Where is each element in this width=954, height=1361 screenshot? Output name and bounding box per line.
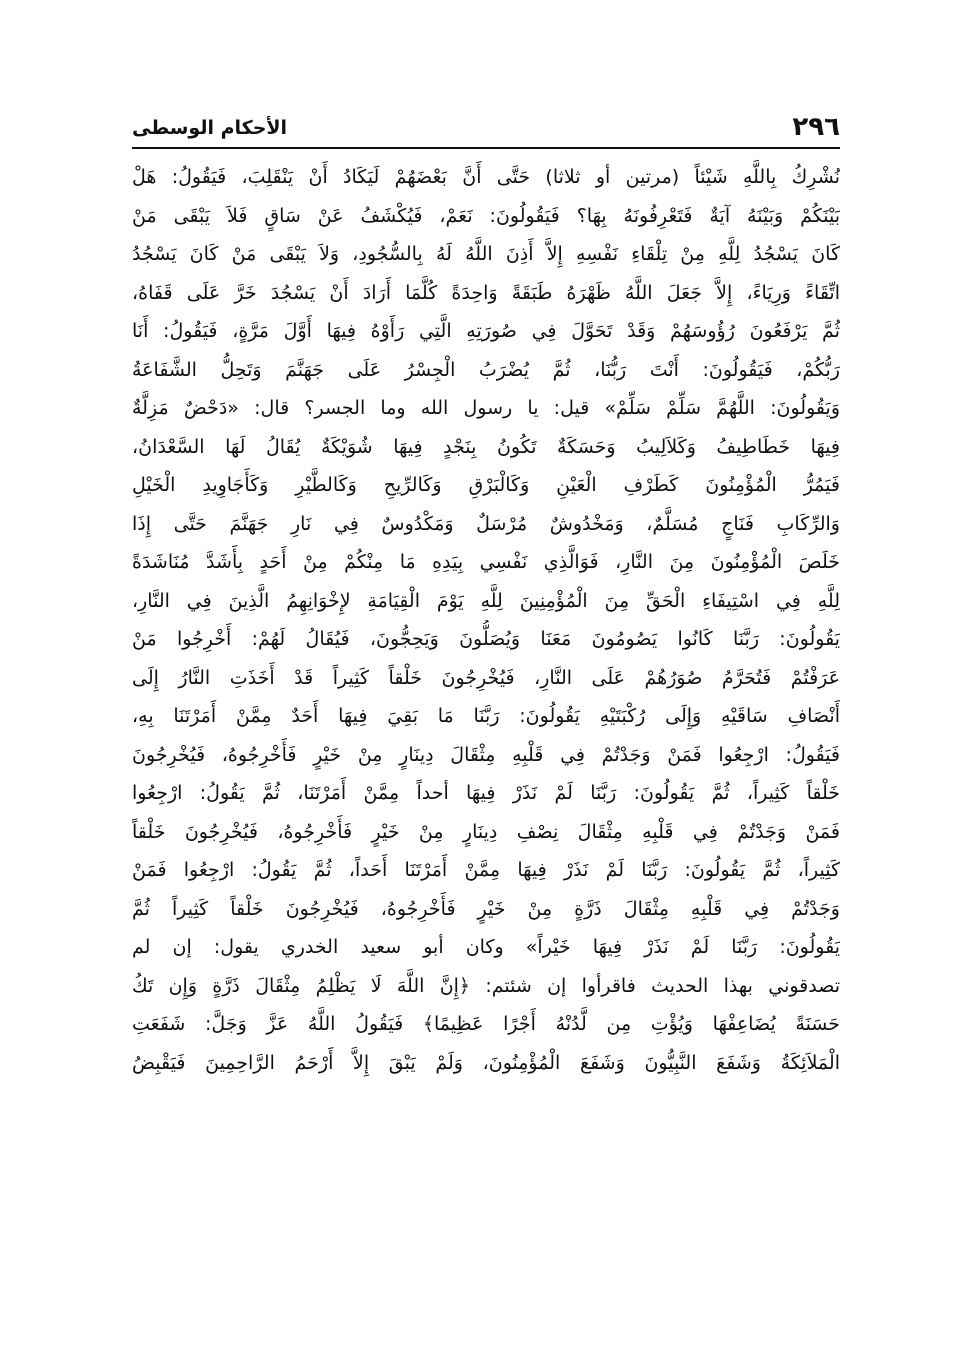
text-line: الْمَلاَئِكَةُ وَشَفَعَ النَّبِيُّونَ وَشَفَعَ الْمُؤْمِنُونَ، وَلَمْ يَبْقَ إِلاَّ أَرْحَمُ الرَّاحِمِينَ فَيَقْبِضُ xyxy=(132,1051,840,1074)
text-line: اتِّقَاءً وَرِيَاءً، إِلاَّ جَعَلَ اللَّهُ ظَهْرَهُ طَبَقَةً وَاحِدَةً كُلَّمَا أَرَادَ أَنْ يَسْجُدَ خَرَّ عَلَى قَفَاهُ، xyxy=(132,281,840,304)
text-line: خَلْقاً كَثِيراً، ثُمَّ يَقُولُونَ: رَبَّنَا لَمْ نَذَرْ فِيهَا أحداً مِمَّنْ أَمَرْتَنَا، ثُمَّ يَقُولُ: ارْجِعُوا xyxy=(132,782,840,804)
text-line: فِيهَا خَطَاطِيفُ وَكَلاَلِيبُ وَحَسَكَةٌ تَكُونُ بِنَجْدٍ فِيهَا شُوَيْكَةٌ يُقَالُ لَهَا السَّعْدَانُ، xyxy=(132,435,840,458)
text-line: كَثِيراً، ثُمَّ يَقُولُونَ: رَبَّنَا لَمْ نَذَرْ فِيهَا مِمَّنْ أَمَرْتَنَا أَحَداً، ثُمَّ يَقُولُ: ارْجِعُوا فَمَنْ xyxy=(132,859,840,881)
header-rule xyxy=(132,147,840,149)
text-line: كَانَ يَسْجُدُ لِلَّهِ مِنْ تِلْقَاءِ نَفْسِهِ إِلاَّ أَذِنَ اللَّهُ لَهُ بِالسُّجُودِ، وَلاَ يَبْقَى مَنْ كَانَ يَسْجُدُ xyxy=(132,243,840,265)
text-line: يَقُولُونَ: رَبَّنَا كَانُوا يَصُومُونَ مَعَنَا وَيُصَلُّونَ وَيَحِجُّونَ، فَيُقَالُ لَهُمْ: أَخْرِجُوا مَنْ xyxy=(132,628,840,650)
page-number: ٢٩٦ xyxy=(792,112,840,142)
body-text xyxy=(132,158,840,1082)
page-header xyxy=(132,112,840,146)
text-line: ثُمَّ يَرْفَعُونَ رُؤُوسَهُمْ وَقَدْ تَحَوَّلَ فِي صُورَتِهِ الَّتِي رَأَوْهُ فِيهَا أَوَّلَ مَرَّةٍ، فَيَقُولُ: أَنَا xyxy=(132,320,840,342)
text-line: وَالرِّكَابِ فَنَاجٍ مُسَلَّمٌ، وَمَخْدُوشٌ مُرْسَلٌ وَمَكْدُوسٌ فِي نَارِ جَهَنَّمَ حَتَّى إِذَا xyxy=(132,512,840,535)
text-line: بَيْنَكُمْ وَبَيْنَهُ آيَةٌ فَتَعْرِفُونَهُ بِهَا؟ فَيَقُولُونَ: نَعَمْ، فَيُكْشَفُ عَنْ سَاقٍ فَلاَ يَبْقَى مَنْ xyxy=(132,204,840,227)
text-line: تصدقوني بهذا الحديث فاقرأوا إن شئتم: ﴿إِنَّ اللَّهَ لَا يَظْلِمُ مِثْقَالَ ذَرَّةٍ وَإِن تَكُ xyxy=(132,974,840,997)
text-line: عَرَفْتُمْ فَتُحَرَّمُ صُوَرُهُمْ عَلَى النَّارِ، فَيُخْرِجُونَ خَلْقاً كَثِيراً قَدْ أَخَذَتِ النَّارُ إِلَى xyxy=(132,666,840,689)
text-line: لِلَّهِ فِي اسْتِيفَاءِ الْحَقِّ مِنَ الْمُؤْمِنِينَ لِلَّهِ يَوْمَ الْقِيَامَةِ لإِخْوَانِهِمُ الَّذِينَ فِي النَّارِ، xyxy=(132,589,840,612)
text-line: فَيَقُولُ: ارْجِعُوا فَمَنْ وَجَدْتُمْ فِي قَلْبِهِ مِثْقَالَ دِينَارٍ مِنْ خَيْرٍ فَأَخْرِجُوهُ، فَيُخْرِجُونَ xyxy=(132,743,840,766)
text-line: نُشْرِكُ بِاللَّهِ شَيْئاً (مرتين أو ثلاثا) حَتَّى أَنَّ بَعْضَهُمْ لَيَكَادُ أَنْ يَنْقَلِبَ، فَيَقُولُ: هَلْ xyxy=(132,166,840,188)
text-line: يَقُولُونَ: رَبَّنَا لَمْ نَذَرْ فِيهَا خَيْراً» وكان أبو سعيد الخدري يقول: إن لم xyxy=(132,936,840,958)
text-line: فَمَنْ وَجَدْتُمْ فِي قَلْبِهِ مِثْقَالَ نِصْفِ دِينَارٍ مِنْ خَيْرٍ فَأَخْرِجُوهُ، فَيُخْرِجُونَ خَلْقاً xyxy=(132,820,840,843)
text-line: أَنْصَافِ سَاقَيْهِ وَإِلَى رُكْبَتَيْهِ يَقُولُونَ: رَبَّنَا مَا بَقِيَ فِيهَا أَحَدٌ مِمَّنْ أَمَرْتَنَا بِهِ، xyxy=(132,705,840,727)
text-line: وَيَقُولُونَ: اللَّهُمَّ سَلِّمْ سَلِّمْ» قيل: يا رسول الله وما الجسر؟ قال: «دَحْضٌ مَزِلَّةٌ xyxy=(132,397,840,419)
text-line: رَبُّكُمْ، فَيَقُولُونَ: أَنْتَ رَبُّنَا، ثُمَّ يُضْرَبُ الْجِسْرُ عَلَى جَهَنَّمَ وَتَحِلُّ الشَّفَاعَةُ xyxy=(132,358,840,381)
text-line: خَلَصَ الْمُؤْمِنُونَ مِنَ النَّارِ، فَوَالَّذِي نَفْسِي بِيَدِهِ مَا مِنْكُمْ مِنْ أَحَدٍ بِأَشَدَّ مُنَاشَدَةً xyxy=(132,551,840,573)
running-title: الأحكام الوسطى xyxy=(132,117,288,139)
text-line: وَجَدْتُمْ فِي قَلْبِهِ مِثْقَالَ ذَرَّةٍ مِنْ خَيْرٍ فَأَخْرِجُوهُ، فَيُخْرِجُونَ خَلْقاً كَثِيراً ثُمَّ xyxy=(132,897,840,920)
text-line: فَيَمُرُّ الْمُؤْمِنُونَ كَطَرْفِ الْعَيْنِ وَكَالْبَرْقِ وَكَالرِّيحِ وَكَالطَّيْرِ وَكَأَجَاوِيدِ الْخَيْلِ xyxy=(132,474,840,496)
text-line: حَسَنَةً يُضَاعِفْهَا وَيُؤْتِ مِن لَّدُنْهُ أَجْرًا عَظِيمًا﴾ فَيَقُولُ اللَّهُ عَزَّ وَجَلَّ: شَفَعَتِ xyxy=(132,1013,840,1035)
